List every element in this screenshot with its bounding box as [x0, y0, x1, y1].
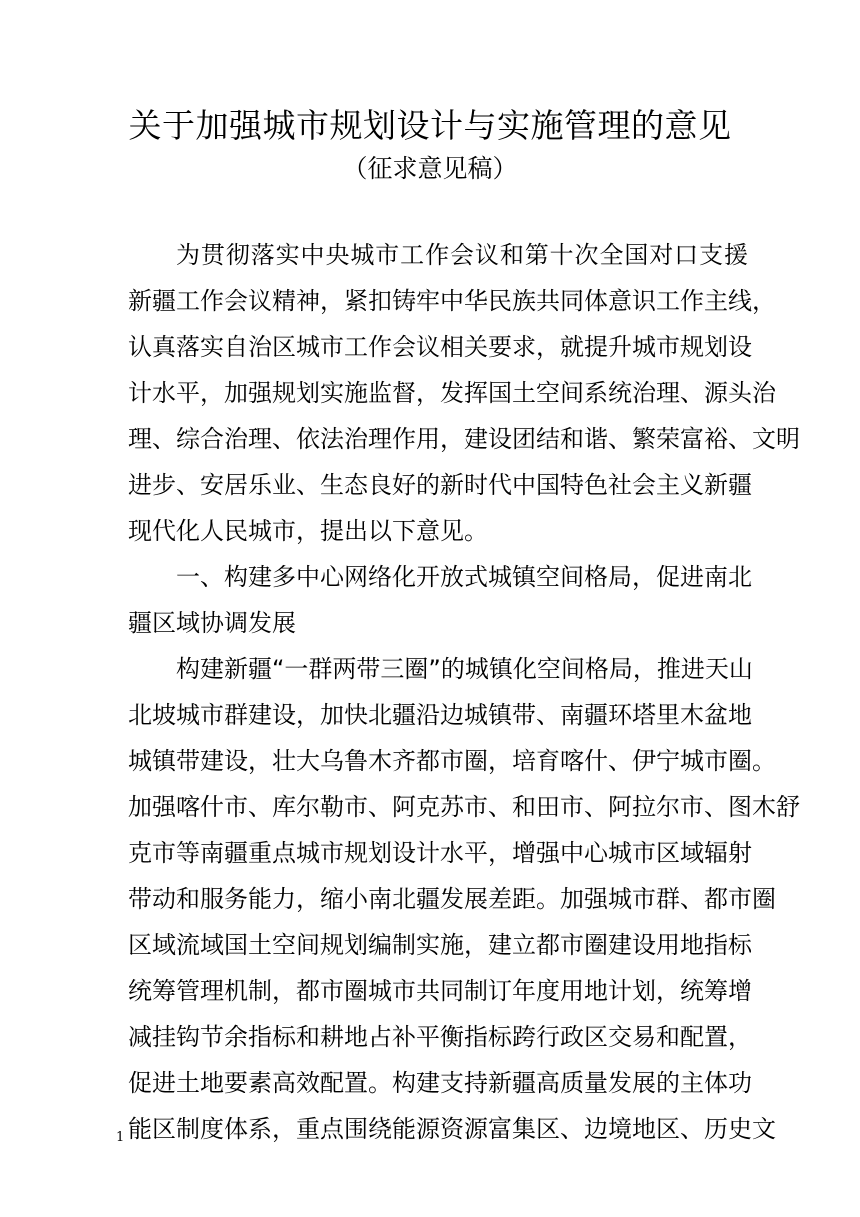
paragraph-line: 计水平，加强规划实施监督，发挥国土空间系统治理、源头治 — [128, 379, 776, 407]
paragraph-line: 构建新疆“一群两带三圈”的城镇化空间格局，推进天山 — [176, 655, 753, 683]
paragraph-line: 城镇带建设，壮大乌鲁木齐都市圈，培育喀什、伊宁城市圈。 — [128, 747, 776, 775]
paragraph-line: 能区制度体系，重点围绕能源资源富集区、边境地区、历史文 — [128, 1115, 776, 1143]
paragraph-line: 进步、安居乐业、生态良好的新时代中国特色社会主义新疆 — [128, 471, 752, 499]
paragraph-line: 区域流域国土空间规划编制实施，建立都市圈建设用地指标 — [128, 931, 752, 959]
paragraph-line: 克市等南疆重点城市规划设计水平，增强中心城市区域辐射 — [128, 839, 752, 867]
paragraph-line: 新疆工作会议精神，紧扣铸牢中华民族共同体意识工作主线， — [128, 287, 776, 315]
paragraph-line: 统筹管理机制，都市圈城市共同制订年度用地计划，统筹增 — [128, 977, 752, 1005]
section-heading-line: 一、构建多中心网络化开放式城镇空间格局，促进南北 — [176, 563, 752, 591]
paragraph-line: 北坡城市群建设，加快北疆沿边城镇带、南疆环塔里木盆地 — [128, 701, 752, 729]
paragraph-line: 现代化人民城市，提出以下意见。 — [128, 517, 488, 545]
paragraph-line: 加强喀什市、库尔勒市、阿克苏市、和田市、阿拉尔市、图木舒 — [128, 793, 800, 821]
document-subtitle: （征求意见稿） — [342, 154, 518, 183]
paragraph-line: 理、综合治理、依法治理作用，建设团结和谐、繁荣富裕、文明 — [128, 425, 800, 453]
page-number: 1 — [116, 1130, 125, 1145]
document-title: 关于加强城市规划设计与实施管理的意见 — [128, 106, 732, 145]
paragraph-line: 促进土地要素高效配置。构建支持新疆高质量发展的主体功 — [128, 1069, 752, 1097]
paragraph-line: 带动和服务能力，缩小南北疆发展差距。加强城市群、都市圈 — [128, 885, 776, 913]
paragraph-line: 减挂钩节余指标和耕地占补平衡指标跨行政区交易和配置， — [128, 1023, 752, 1051]
document-body — [128, 232, 800, 1152]
section-heading-line: 疆区域协调发展 — [128, 609, 296, 637]
paragraph-line: 认真落实自治区城市工作会议相关要求，就提升城市规划设 — [128, 333, 752, 361]
paragraph-line: 为贯彻落实中央城市工作会议和第十次全国对口支援 — [176, 241, 748, 269]
